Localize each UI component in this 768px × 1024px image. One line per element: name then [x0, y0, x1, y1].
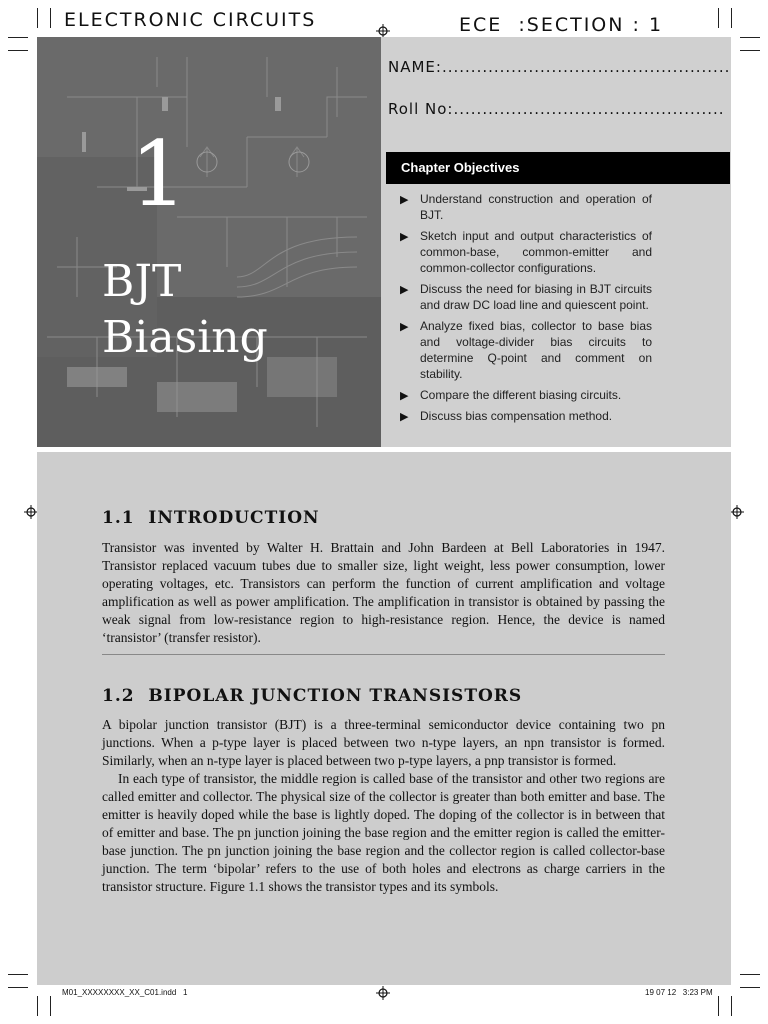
- roll-number-field[interactable]: Roll No:...............................................: [388, 100, 725, 118]
- triangle-bullet-icon: ▶: [400, 194, 409, 206]
- footer-timestamp: 19 07 12 3:23 PM: [645, 988, 713, 997]
- crop-mark: [740, 974, 760, 975]
- crop-mark: [50, 996, 51, 1016]
- section-divider: [102, 654, 665, 655]
- crop-mark: [740, 50, 760, 51]
- registration-mark-icon: [730, 505, 744, 519]
- chapter-title-line-1: BJT: [102, 256, 182, 307]
- triangle-bullet-icon: ▶: [400, 231, 409, 243]
- crop-mark: [8, 50, 28, 51]
- paragraph: In each type of transistor, the middle region is called base of the transistor and other two regions are called emitter and collector. The physical size of the collector is greater than both emitter and base. The emitter is heavily doped while the base is lightly doped. The doping of the collector is in between that of emitter and base. The pn junction joining the base region and the emitter region is called the emitter-base junction. The pn junction joining the base region and the collector region is called collector-base junction. The term ‘bipolar’ refers to the use of both holes and electrons as charge carriers in the transistor structure. Figure 1.1 shows the transistor types and its symbols.: [102, 771, 665, 894]
- objective-item: ▶ Understand construction and operation of BJT.: [400, 192, 652, 222]
- objective-item: ▶ Analyze fixed bias, collector to base bias and voltage-divider bias circuits to determine Q-point and comment on stability.: [400, 319, 652, 381]
- chapter-title-line-2: Biasing: [102, 312, 268, 363]
- objective-item: ▶ Discuss the need for biasing in BJT circuits and draw DC load line and quiescent point.: [400, 282, 652, 312]
- crop-mark: [50, 8, 51, 28]
- paragraph: Transistor was invented by Walter H. Brattain and John Bardeen at Bell Laboratories in 1947. Transistor replaced vacuum tubes due to smaller size, light weight, less power consumption, lower operating voltages, etc. Transistors can perform the function of current amplification and voltage amplification as well as power amplification. The amplification in transistor is obtained by passing the weak signal from low-resistance region to high-resistance region. Hence, the device is named ‘transistor’ (transfer resistor).: [102, 540, 665, 645]
- objective-item: ▶ Compare the different biasing circuits.: [400, 388, 622, 402]
- crop-mark: [37, 996, 38, 1016]
- registration-mark-icon: [376, 24, 390, 38]
- chapter-title: [102, 254, 268, 366]
- bjt-body: [102, 716, 665, 896]
- section-heading-bjt: 1.2 BIPOLAR JUNCTION TRANSISTORS: [102, 686, 523, 706]
- triangle-bullet-icon: ▶: [400, 284, 409, 296]
- name-field[interactable]: NAME:..................................................: [388, 58, 731, 76]
- crop-mark: [731, 996, 732, 1016]
- registration-mark-icon: [24, 505, 38, 519]
- chapter-cover-image: [37, 37, 381, 447]
- triangle-bullet-icon: ▶: [400, 411, 409, 423]
- crop-mark: [8, 37, 28, 38]
- header-section-label: ECE :SECTION : 1: [459, 14, 664, 36]
- crop-mark: [718, 8, 719, 28]
- crop-mark: [740, 37, 760, 38]
- triangle-bullet-icon: ▶: [400, 321, 409, 333]
- chapter-number: 1: [130, 122, 188, 227]
- crop-mark: [740, 987, 760, 988]
- registration-mark-icon: [376, 986, 390, 1000]
- objectives-heading: Chapter Objectives: [386, 152, 730, 184]
- crop-mark: [8, 974, 28, 975]
- crop-mark: [731, 8, 732, 28]
- section-heading-introduction: 1.1 INTRODUCTION: [102, 508, 320, 528]
- objective-item: ▶ Sketch input and output characteristics of common-base, common-emitter and common-collector configurations.: [400, 229, 652, 275]
- crop-mark: [37, 8, 38, 28]
- footer-file-name: M01_XXXXXXXX_XX_C01.indd 1: [62, 988, 188, 997]
- circuit-background-illustration: [37, 37, 381, 447]
- crop-mark: [8, 987, 28, 988]
- objective-item: ▶ Discuss bias compensation method.: [400, 409, 613, 423]
- header-course-title: ELECTRONIC CIRCUITS: [64, 9, 317, 31]
- crop-mark: [718, 996, 719, 1016]
- triangle-bullet-icon: ▶: [400, 390, 409, 402]
- paragraph: A bipolar junction transistor (BJT) is a three-terminal semiconductor device containing two pn junctions. When a p-type layer is placed between two n-type layers, an npn transistor is formed. Similarly, when an n-type layer is placed between two p-type layers, a pnp transistor is formed.: [102, 717, 665, 768]
- introduction-body: [102, 539, 665, 647]
- objectives-list: [398, 191, 652, 429]
